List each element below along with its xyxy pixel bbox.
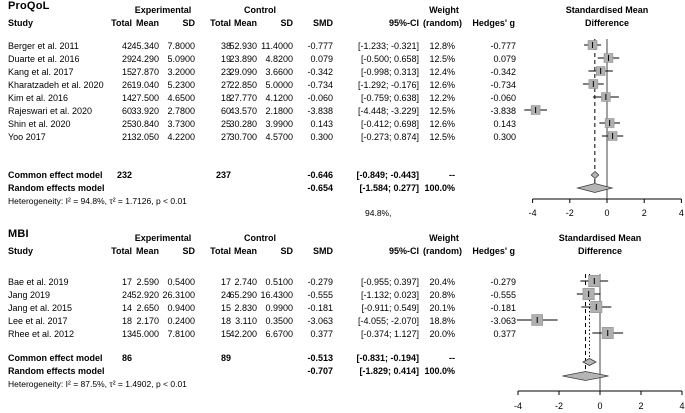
cell-weight: 12.5% [429,132,455,142]
cell-smd: 0.300 [310,132,333,142]
cell-n_exp: 24 [121,290,132,300]
common-effect-diamond [583,359,596,366]
col-header-total-exp: Total [111,246,132,256]
cell-weight: 20.1% [429,303,455,313]
cell-n_ctl: 15 [220,303,231,313]
cell-mean_exp: 2.170 [136,316,159,326]
forest-plot-mbi [0,228,685,413]
cell-sd_exp: 7.8000 [167,41,195,51]
x-tick-label: 0 [597,401,603,411]
cell-smd: -0.646 [307,170,333,180]
cell-ci: [-1.292; -0.176] [357,80,419,90]
cell-mean_exp: 27.870 [131,67,159,77]
cell-mean_exp: 45.340 [131,41,159,51]
cell-sd_exp: 3.2000 [167,67,195,77]
cell-mean_ctl: 43.570 [229,106,257,116]
cell-hedges: 0.143 [493,119,516,129]
cell-weight: 20.0% [429,329,455,339]
cell-hedges: -0.342 [490,67,516,77]
heterogeneity-note: Heterogeneity: I² = 87.5%, τ² = 1.4902, p < 0.01 [8,379,187,389]
col-header-total-ctl: Total [210,246,231,256]
plot-title-line2: Difference [577,246,623,256]
study-name: Kang et al. 2017 [8,67,74,77]
cell-weight: 12.6% [429,119,455,129]
cell-mean_exp: 52.920 [131,290,159,300]
cell-smd: -0.060 [307,93,333,103]
cell-hedges: -3.838 [490,106,516,116]
cell-mean_ctl: 27.770 [229,93,257,103]
cell-sd_ctl: 0.5100 [265,277,293,287]
cell-n_exp: 21 [121,132,132,142]
cell-weight: 12.5% [429,54,455,64]
plot-title-line2: Difference [584,18,630,28]
cell-n_ctl: 23 [220,67,231,77]
study-name: Duarte et al. 2016 [8,54,80,64]
heterogeneity-note: Heterogeneity: I² = 94.8%, τ² = 1.7126, p < 0.01 [8,196,187,206]
cell-mean_exp: 45.000 [131,329,159,339]
cell-smd: -0.181 [307,303,333,313]
cell-mean_exp: 27.500 [131,93,159,103]
col-header-study: Study [8,246,34,256]
cell-weight: 100.0% [424,366,455,376]
cell-sd_ctl: 16.4300 [260,290,293,300]
cell-n_ctl: 24 [220,290,231,300]
cell-ci: [-0.955; 0.397] [360,277,419,287]
random-effects-diamond [563,372,609,381]
cell-mean_ctl: 42.200 [229,329,257,339]
cell-n_ctl: 237 [215,170,231,180]
cell-smd: -0.734 [307,80,333,90]
cell-ci: [-0.911; 0.549] [361,303,419,313]
group-header-experimental: Experimental [134,233,192,243]
cell-weight: -- [449,353,455,363]
summary-label: Random effects model [8,366,105,376]
cell-ci: [-0.849; -0.443] [356,170,419,180]
cell-smd: 0.143 [310,119,333,129]
cell-sd_exp: 7.8100 [167,329,195,339]
cell-sd_exp: 4.6500 [167,93,195,103]
cell-n_exp: 60 [121,106,132,116]
cell-hedges: -3.063 [490,316,516,326]
cell-mean_ctl: 3.110 [235,316,257,326]
cell-sd_ctl: 6.6700 [265,329,293,339]
cell-sd_ctl: 4.8200 [265,54,293,64]
common-effect-diamond [591,172,599,179]
col-header-sd-exp: SD [182,18,195,28]
cell-sd_ctl: 0.3500 [265,316,293,326]
cell-n_ctl: 18 [220,316,231,326]
cell-smd: -0.654 [307,183,333,193]
cell-hedges: -0.279 [490,277,516,287]
x-tick-label: -4 [513,401,523,411]
summary-label: Common effect model [8,170,103,180]
cell-smd: -0.777 [307,41,333,51]
cell-n_ctl: 27 [220,80,231,90]
cell-weight: 100.0% [424,183,455,193]
x-tick-label: 4 [679,401,685,411]
plot-title-line1: Standardised Mean [565,5,649,15]
cell-sd_exp: 5.0900 [167,54,195,64]
cell-ci: [-1.829; 0.414] [359,366,419,376]
cell-sd_exp: 3.7300 [167,119,195,129]
cell-ci: [-0.998; 0.313] [360,67,419,77]
cell-mean_exp: 33.920 [131,106,159,116]
cell-mean_ctl: 52.930 [229,41,257,51]
cell-mean_exp: 19.040 [131,80,159,90]
cell-smd: -0.279 [307,277,333,287]
study-name: Bae et al. 2019 [8,277,69,287]
cell-n_ctl: 89 [220,353,231,363]
cell-mean_ctl: 65.290 [229,290,257,300]
col-header-sd-ctl: SD [280,18,293,28]
cell-n_exp: 232 [116,170,132,180]
col-header-sd-ctl: SD [280,246,293,256]
summary-label: Common effect model [8,353,103,363]
cell-ci: [-1.132; 0.023] [360,290,419,300]
cell-ci: [-4.448; -3.229] [357,106,419,116]
cell-sd_ctl: 4.5700 [265,132,293,142]
cell-sd_exp: 5.2300 [167,80,195,90]
cell-mean_exp: 30.840 [131,119,159,129]
col-header-hedges-g: Hedges' g [472,246,515,256]
cell-mean_exp: 24.290 [131,54,159,64]
cell-hedges: -0.734 [490,80,516,90]
study-name: Rajeswari et al. 2020 [8,106,93,116]
col-header-study: Study [8,18,34,28]
cell-weight: -- [449,170,455,180]
cell-sd_ctl: 0.9900 [265,303,293,313]
cell-weight: 12.8% [429,41,455,51]
cell-n_ctl: 17 [220,277,231,287]
cell-ci: [-0.273; 0.874] [360,132,419,142]
cell-ci: [-0.374; 1.127] [360,329,419,339]
cell-weight: 12.6% [429,80,455,90]
panel-title: ProQoL [8,0,50,12]
cell-mean_exp: 2.650 [136,303,159,313]
study-name: Rhee et al. 2012 [8,329,75,339]
group-header-experimental: Experimental [134,5,192,15]
cell-sd_ctl: 11.4000 [261,41,293,51]
cell-hedges: 0.377 [493,329,516,339]
x-tick-label: -4 [528,208,537,218]
cell-ci: [-0.412; 0.698] [360,119,419,129]
cell-smd: 0.377 [310,329,333,339]
cell-n_ctl: 18 [220,93,231,103]
plot-title-line1: Standardised Mean [558,233,642,243]
cell-smd: -3.838 [307,106,333,116]
study-name: Berger et al. 2011 [8,41,79,51]
cell-n_exp: 25 [121,119,132,129]
cell-smd: -0.342 [307,67,333,77]
x-tick-label: 2 [641,208,647,218]
cell-hedges: -0.555 [490,290,516,300]
col-header-ci: 95%-CI [388,246,419,256]
cell-mean_ctl: 2.740 [234,277,257,287]
study-name: Kim et al. 2016 [8,93,69,103]
panel-title: MBI [8,228,29,240]
cell-ci: [-1.584; 0.277] [359,183,419,193]
cell-hedges: 0.079 [493,54,516,64]
col-header-smd: SMD [313,246,333,256]
cell-weight: 20.4% [429,277,455,287]
cell-sd_ctl: 5.0000 [265,80,293,90]
cell-sd_ctl: 2.1800 [265,106,293,116]
x-tick-label: -2 [565,208,574,218]
cell-mean_ctl: 30.280 [229,119,257,129]
cell-mean_ctl: 23.890 [229,54,257,64]
stray-heterogeneity-fragment: 94.8%, [365,208,392,218]
cell-n_exp: 86 [121,353,132,363]
cell-sd_exp: 0.5400 [167,277,195,287]
cell-n_exp: 13 [121,329,132,339]
cell-weight: 18.8% [429,316,455,326]
col-header-weight-sub: (random) [423,18,462,28]
cell-weight: 20.8% [429,290,455,300]
cell-sd_exp: 2.7800 [167,106,195,116]
col-header-mean-exp: Mean [135,246,159,256]
cell-n_ctl: 15 [220,329,231,339]
col-header-ci: 95%-CI [388,18,419,28]
cell-sd_exp: 0.2400 [167,316,195,326]
cell-mean_ctl: 30.700 [229,132,257,142]
col-header-mean-exp: Mean [135,18,159,28]
col-header-sd-exp: SD [182,246,195,256]
col-header-total-exp: Total [111,18,132,28]
cell-sd_ctl: 4.1200 [265,93,293,103]
cell-weight: 12.4% [429,67,455,77]
cell-mean_exp: 2.590 [136,277,159,287]
cell-n_ctl: 38 [220,41,231,51]
col-header-mean-ctl: Mean [233,18,257,28]
col-header-total-ctl: Total [210,18,231,28]
cell-n_exp: 42 [121,41,132,51]
group-header-control: Control [244,233,276,243]
cell-n_ctl: 19 [220,54,231,64]
cell-smd: -0.513 [307,353,333,363]
cell-sd_ctl: 3.9900 [265,119,293,129]
cell-sd_exp: 26.3100 [162,290,195,300]
cell-hedges: -0.181 [490,303,516,313]
study-name: Jang 2019 [8,290,51,300]
study-name: Lee et al. 2017 [8,316,68,326]
cell-smd: 0.079 [310,54,333,64]
panel-mbi [0,228,685,413]
cell-sd_ctl: 3.6600 [265,67,293,77]
col-header-mean-ctl: Mean [233,246,257,256]
cell-ci: [-0.759; 0.638] [360,93,419,103]
study-name: Shin et al. 2020 [8,119,71,129]
x-tick-label: 2 [638,401,644,411]
col-header-hedges-g: Hedges' g [472,18,515,28]
x-tick-label: 0 [604,208,610,218]
cell-n_exp: 15 [121,67,132,77]
cell-n_exp: 29 [121,54,132,64]
cell-smd: -3.063 [307,316,333,326]
cell-ci: [-0.500; 0.658] [360,54,419,64]
cell-ci: [-1.233; -0.321] [357,41,419,51]
cell-n_exp: 14 [121,303,132,313]
cell-mean_ctl: 29.090 [229,67,257,77]
cell-n_exp: 17 [121,277,132,287]
summary-label: Random effects model [8,183,105,193]
cell-ci: [-4.055; -2.070] [357,316,419,326]
cell-mean_exp: 32.050 [131,132,159,142]
cell-n_exp: 18 [121,316,132,326]
cell-weight: 12.2% [429,93,455,103]
cell-n_ctl: 60 [220,106,231,116]
cell-n_exp: 26 [121,80,132,90]
x-tick-label: -2 [554,401,564,411]
cell-smd: -0.707 [307,366,333,376]
col-header-weight: Weight [429,233,459,243]
cell-sd_exp: 0.9400 [167,303,195,313]
group-header-control: Control [244,5,276,15]
col-header-smd: SMD [313,18,333,28]
cell-n_exp: 14 [121,93,132,103]
cell-mean_ctl: 22.850 [229,80,257,90]
col-header-weight: Weight [429,5,459,15]
cell-sd_exp: 4.2200 [167,132,195,142]
cell-hedges: 0.300 [493,132,516,142]
cell-n_ctl: 27 [220,132,231,142]
cell-hedges: -0.060 [490,93,516,103]
cell-smd: -0.555 [307,290,333,300]
study-name: Yoo 2017 [8,132,46,142]
cell-weight: 12.5% [429,106,455,116]
x-tick-label: 4 [678,208,684,218]
col-header-weight-sub: (random) [423,246,462,256]
cell-hedges: -0.777 [490,41,516,51]
cell-ci: [-0.831; -0.194] [356,353,419,363]
cell-n_ctl: 25 [220,119,231,129]
study-name: Jang et al. 2015 [8,303,73,313]
study-name: Kharatzadeh et al. 2020 [8,80,104,90]
cell-mean_ctl: 2.830 [234,303,257,313]
